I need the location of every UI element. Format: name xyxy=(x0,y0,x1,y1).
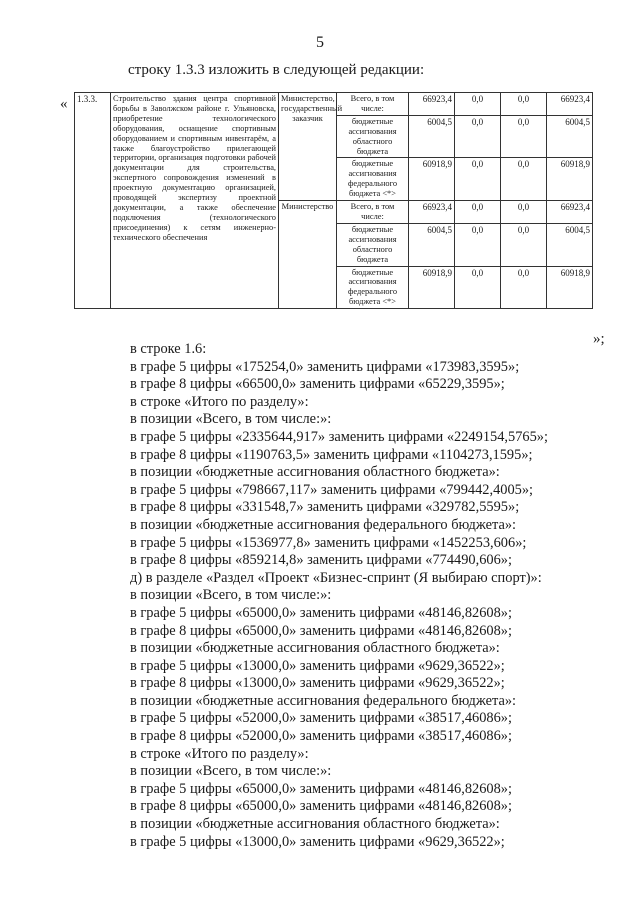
text-line: в строке 1.6: xyxy=(130,341,207,357)
funding-source-cell: Всего, в том числе: xyxy=(337,201,409,224)
value-cell: 0,0 xyxy=(455,115,501,158)
opening-quote: « xyxy=(60,96,68,112)
funding-source-cell: Всего, в том числе: xyxy=(337,93,409,116)
text-line: в графе 8 цифры «66500,0» заменить цифрами «65229,3595»; xyxy=(130,376,505,393)
text-line: в графе 8 цифры «331548,7» заменить цифрами «329782,5595»; xyxy=(130,499,520,516)
amendment-lines xyxy=(130,341,548,851)
text-line: в позиции «Всего, в том числе:»: xyxy=(130,763,332,780)
text-line: в графе 8 цифры «65000,0» заменить цифрами «48146,82608»; xyxy=(130,798,512,815)
value-cell: 0,0 xyxy=(501,266,547,309)
text-line: в позиции «бюджетные ассигнования областного бюджета»: xyxy=(130,464,500,481)
customer-cell: Министерство, государственный заказчик xyxy=(279,93,337,201)
value-cell: 6004,5 xyxy=(547,223,593,266)
value-cell: 0,0 xyxy=(455,266,501,309)
text-line: в строке «Итого по разделу»: xyxy=(130,745,309,762)
text-line: в строке «Итого по разделу»: xyxy=(130,393,309,410)
object-description-cell: Строительство здания центра спортивной борьбы в Заволжском районе г. Ульяновска, приобретение технологического оборудования, оснащение спортивным оборудованием и спортивным инвентарём, а также благоустройство прилегающей территории, организация подготовки рабочей документации для строительства, экспертного сопровождения изменений в проектную документацию организацией, проводящей экспертизу проектной документации, а также обеспечение подключения (технологического присоединения) к сетям инженерно-технического обеспечения xyxy=(111,93,279,309)
value-cell: 0,0 xyxy=(501,223,547,266)
text-line: в графе 8 цифры «859214,8» заменить цифрами «774490,606»; xyxy=(130,552,512,569)
text-line: в графе 8 цифры «1190763,5» заменить цифрами «1104273,1595»; xyxy=(130,446,533,463)
customer-cell: Министерство xyxy=(279,201,337,309)
text-line: в графе 5 цифры «798667,117» заменить цифрами «799442,4005»; xyxy=(130,481,534,498)
text-line: в графе 5 цифры «1536977,8» заменить цифрами «1452253,606»; xyxy=(130,534,527,551)
table-row xyxy=(75,93,593,116)
text-line: в позиции «бюджетные ассигнования областного бюджета»: xyxy=(130,640,500,657)
value-cell: 0,0 xyxy=(501,115,547,158)
text-line: в графе 5 цифры «2335644,917» заменить цифрами «2249154,5765»; xyxy=(130,428,548,445)
page-number: 5 xyxy=(316,34,324,51)
text-line: в позиции «бюджетные ассигнования федерального бюджета»: xyxy=(130,516,517,533)
value-cell: 66923,4 xyxy=(409,201,455,224)
text-line: в позиции «бюджетные ассигнования областного бюджета»: xyxy=(130,816,500,833)
value-cell: 6004,5 xyxy=(547,115,593,158)
value-cell: 66923,4 xyxy=(547,201,593,224)
value-cell: 0,0 xyxy=(455,158,501,201)
funding-source-cell: бюджетные ассигнования областного бюджета xyxy=(337,115,409,158)
value-cell: 60918,9 xyxy=(547,158,593,201)
funding-source-cell: бюджетные ассигнования областного бюджета xyxy=(337,223,409,266)
value-cell: 60918,9 xyxy=(547,266,593,309)
text-line: в позиции «бюджетные ассигнования федерального бюджета»: xyxy=(130,692,517,709)
value-cell: 6004,5 xyxy=(409,115,455,158)
text-line: в графе 5 цифры «65000,0» заменить цифрами «48146,82608»; xyxy=(130,604,512,621)
value-cell: 0,0 xyxy=(455,223,501,266)
text-line: в графе 5 цифры «175254,0» заменить цифрами «173983,3595»; xyxy=(130,358,520,375)
value-cell: 60918,9 xyxy=(409,266,455,309)
funding-source-cell: бюджетные ассигнования федерального бюджета <*> xyxy=(337,158,409,201)
text-line: в позиции «Всего, в том числе:»: xyxy=(130,411,332,428)
value-cell: 66923,4 xyxy=(547,93,593,116)
closing-quote: »; xyxy=(593,331,605,347)
value-cell: 0,0 xyxy=(501,158,547,201)
value-cell: 6004,5 xyxy=(409,223,455,266)
value-cell: 0,0 xyxy=(501,201,547,224)
value-cell: 0,0 xyxy=(455,93,501,116)
text-line: в графе 8 цифры «65000,0» заменить цифрами «48146,82608»; xyxy=(130,622,512,639)
text-line: д) в разделе «Раздел «Проект «Бизнес-спринт (Я выбираю спорт)»: xyxy=(130,569,542,586)
value-cell: 0,0 xyxy=(455,201,501,224)
value-cell: 66923,4 xyxy=(409,93,455,116)
text-line: в графе 5 цифры «65000,0» заменить цифрами «48146,82608»; xyxy=(130,780,512,797)
text-line: в графе 5 цифры «13000,0» заменить цифрами «9629,36522»; xyxy=(130,833,505,850)
intro-line: строку 1.3.3 изложить в следующей редакции: xyxy=(128,62,425,78)
text-line: в графе 8 цифры «13000,0» заменить цифрами «9629,36522»; xyxy=(130,675,505,692)
amendment-table xyxy=(74,92,593,309)
value-cell: 0,0 xyxy=(501,93,547,116)
funding-source-cell: бюджетные ассигнования федерального бюджета <*> xyxy=(337,266,409,309)
text-line: в графе 5 цифры «52000,0» заменить цифрами «38517,46086»; xyxy=(130,710,512,727)
text-line: в графе 8 цифры «52000,0» заменить цифрами «38517,46086»; xyxy=(130,728,512,745)
row-code-cell: 1.3.3. xyxy=(75,93,111,309)
text-line: в графе 5 цифры «13000,0» заменить цифрами «9629,36522»; xyxy=(130,657,505,674)
text-line: в позиции «Всего, в том числе:»: xyxy=(130,587,332,604)
value-cell: 60918,9 xyxy=(409,158,455,201)
